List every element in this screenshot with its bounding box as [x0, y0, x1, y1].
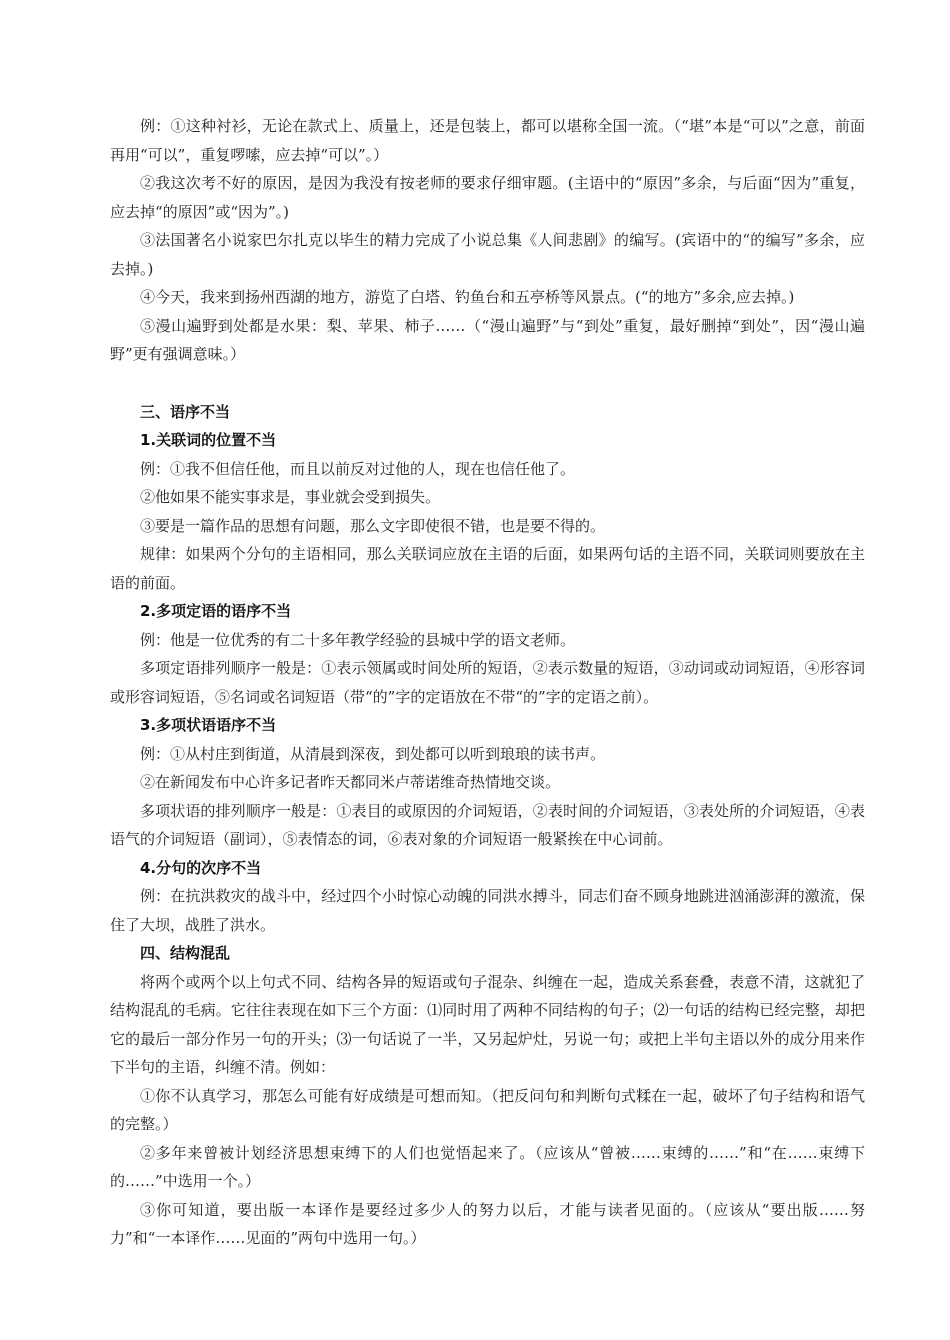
- example-paragraph: ③法国著名小说家巴尔扎克以毕生的精力完成了小说总集《人间悲剧》的编写。(宾语中的“的编写”多余，应去掉。): [110, 231, 865, 278]
- paragraph: 例：①我不但信任他，而且以前反对过他的人，现在也信任他了。: [140, 459, 576, 478]
- subheading-clause-order: 4.分句的次序不当: [140, 858, 262, 877]
- paragraph: ③你可知道，要出版一本译作是要经过多少人的努力以后，才能与读者见面的。（应该从“要出版……努力”和“一本译作……见面的”两句中选用一句。）: [110, 1200, 865, 1247]
- section-heading-structure-confusion: 四、结构混乱: [140, 944, 231, 962]
- paragraph: ①你不认真学习，那怎么可能有好成绩是可想而知。（把反问句和判断句式糅在一起，破坏了句子结构和语气的完整。）: [110, 1086, 865, 1133]
- section-spacer: [110, 369, 865, 398]
- subheading-adverbial-order: 3.多项状语语序不当: [140, 716, 277, 734]
- rule-paragraph: 规律：如果两个分句的主语相同，那么关联词应放在主语的后面，如果两句话的主语不同，关联词则要放在主语的前面。: [110, 545, 865, 592]
- paragraph: ②多年来曾被计划经济思想束缚下的人们也觉悟起来了。（应该从“曾被……束缚的……”和“在……束缚下的……”中选用一个。）: [110, 1143, 865, 1190]
- paragraph: ②在新闻发布中心许多记者昨天都同米卢蒂诺维奇热情地交谈。: [140, 773, 561, 791]
- paragraph: 例：他是一位优秀的有二十多年教学经验的县城中学的语文老师。: [140, 630, 576, 649]
- example-paragraph: ⑤漫山遍野到处都是水果：梨、苹果、柿子……（“漫山遍野”与“到处”重复，最好删掉“到处”，因“漫山遍野”更有强调意味。）: [110, 316, 865, 363]
- example-paragraph: ②我这次考不好的原因，是因为我没有按老师的要求仔细审题。(主语中的“原因”多余，与后面“因为”重复，应去掉“的原因”或“因为”。): [110, 174, 865, 221]
- example-paragraph: ④今天，我来到扬州西湖的地方，游览了白塔、钓鱼台和五亭桥等风景点。(“的地方”多余,应去掉。): [140, 288, 795, 306]
- subheading-attributive-order: 2.多项定语的语序不当: [140, 602, 292, 620]
- paragraph: 多项状语的排列顺序一般是：①表目的或原因的介词短语，②表时间的介词短语，③表处所的介词短语，④表语气的介词短语（副词），⑤表情态的词，⑥表对象的介词短语一般紧挨在中心词前。: [110, 801, 865, 848]
- paragraph: 将两个或两个以上句式不同、结构各异的短语或句子混杂、纠缠在一起，造成关系套叠，表意不清，这就犯了结构混乱的毛病。它往往表现在如下三个方面：⑴同时用了两种不同结构的句子；⑵一句话的结构已经完整，却把它的最后一部分作另一句的开头；⑶一句话说了一半，又另起炉灶，另说一句；或把上半句主语以外的成分用来作下半句的主语，纠缠不清。例如：: [110, 972, 865, 1076]
- paragraph: 例：①从村庄到街道，从清晨到深夜，到处都可以听到琅琅的读书声。: [140, 744, 606, 763]
- paragraph: 多项定语排列顺序一般是：①表示领属或时间处所的短语，②表示数量的短语，③动词或动词短语，④形容词或形容词短语，⑤名词或名词短语（带“的”字的定语放在不带“的”字的定语之前）。: [110, 659, 865, 706]
- section-heading-word-order: 三、语序不当: [140, 402, 231, 421]
- paragraph: ③要是一篇作品的思想有问题，那么文字即使很不错，也是要不得的。: [140, 516, 606, 535]
- example-paragraph: 例：①这种衬衫，无论在款式上、质量上，还是包装上，都可以堪称全国一流。（“堪”本是“可以”之意，前面再用“可以”，重复啰嗦，应去掉“可以”。）: [110, 117, 865, 164]
- subheading-conjunction-position: 1.关联词的位置不当: [140, 431, 277, 449]
- paragraph: 例：在抗洪救灾的战斗中，经过四个小时惊心动魄的同洪水搏斗，同志们奋不顾身地跳进汹涌澎湃的激流，保住了大坝，战胜了洪水。: [110, 887, 865, 934]
- document-page: [110, 112, 865, 1253]
- paragraph: ②他如果不能实事求是，事业就会受到损失。: [140, 488, 441, 506]
